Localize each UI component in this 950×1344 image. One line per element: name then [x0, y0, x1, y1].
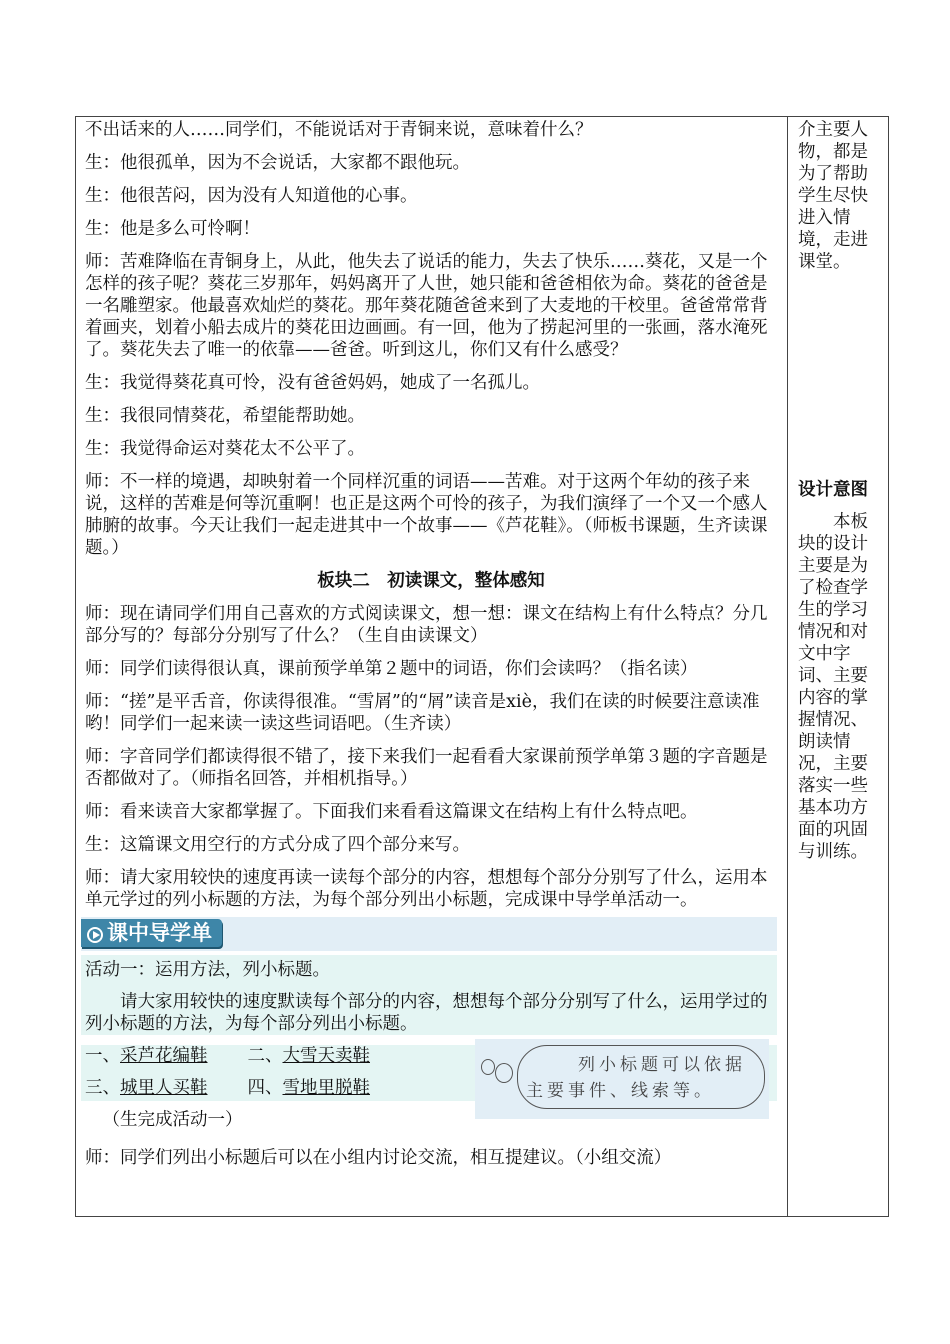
item-number: 一、 [85, 1046, 120, 1066]
item-text: 采芦花编鞋 [120, 1046, 208, 1066]
activity-instruction: 请大家用较快的速度默读每个部分的内容，想想每个部分分别写了什么，运用学过的列小标题的方法，为每个部分列出小标题。 [85, 992, 768, 1034]
banner-title: 课中导学单 [107, 920, 212, 945]
item-text: 城里人买鞋 [120, 1078, 208, 1098]
item-number: 二、 [247, 1046, 283, 1066]
paragraph: 师：现在请同学们用自己喜欢的方式阅读课文，想一想：课文在结构上有什么特点？分几部分写的？每部分分别写了什么？（生自由读课文） [85, 604, 768, 646]
paragraph: 不出话来的人……同学们，不能说话对于青铜来说，意味着什么？ [85, 120, 593, 140]
lesson-content [85, 119, 777, 1180]
tip-line: 主要事件、线索等。 [526, 1081, 715, 1101]
paragraph: 师：“搓”是平舌音，你读得很准。“雪屑”的“屑”读音是xiè，我们在读的时候要注意读准哟！同学们一起来读一读这些词语吧。（生齐读） [85, 692, 760, 734]
play-icon [87, 927, 103, 943]
subtitle-item [248, 1045, 371, 1067]
paragraph: 师：不一样的境遇，却映射着一个同样沉重的词语——苦难。对于这两个年幼的孩子来说，这样的苦难是何等沉重啊！也正是这两个可怜的孩子，为我们演绎了一个又一个感人肺腑的故事。今天让我们一起走进其中一个故事——《芦花鞋》。（师板书课题，生齐读课题。） [85, 472, 768, 558]
design-heading: 设计意图 [798, 480, 868, 500]
item-number: 三、 [85, 1078, 120, 1098]
activity-box [81, 955, 777, 1035]
section-heading: 板块二 初读课文，整体感知 [317, 571, 545, 591]
paragraph: 生：我觉得葵花真可怜，没有爸爸妈妈，她成了一名孤儿。 [85, 373, 540, 393]
paragraph: 师：同学们列出小标题后可以在小组内讨论交流，相互提建议。（小组交流） [85, 1148, 672, 1168]
paragraph: 师：请大家用较快的速度再读一读每个部分的内容，想想每个部分分别写了什么，运用本单元学过的列小标题的方法，为每个部分列出小标题，完成课中导学单活动一。 [85, 868, 768, 910]
item-text: 大雪天卖鞋 [282, 1046, 370, 1066]
design-text: 本板块的设计主要是为了检查学生的学习情况和对文中字词、主要内容的掌握情况、朗读情况，主要落实一些基本功方面的巩固与训练。 [798, 512, 868, 862]
subtitle-item [85, 1045, 208, 1067]
banner-tab [81, 919, 222, 947]
paragraph: 师：苦难降临在青铜身上，从此，他失去了说话的能力，失去了快乐……葵花，又是一个怎样的孩子呢？葵花三岁那年，妈妈离开了人世，她只能和爸爸相依为命。葵花的爸爸是一名雕塑家。他最喜欢灿烂的葵花。那年葵花随爸爸来到了大麦地的干校里。爸爸常常背着画夹，划着小船去成片的葵花田边画画。有一回，他为了捞起河里的一张画，落水淹死了。葵花失去了唯一的依靠——爸爸。听到这儿，你们又有什么感受？ [85, 252, 768, 360]
paragraph: 师：字音同学们都读得很不错了，接下来我们一起看看大家课前预学单第３题的字音题是否都做对了。（师指名回答，并相机指导。） [85, 747, 768, 789]
paragraph: 师：看来读音大家都掌握了。下面我们来看看这篇课文在结构上有什么特点吧。 [85, 802, 698, 822]
thought-dot-icon [495, 1063, 513, 1083]
paragraph: 师：同学们读得很认真，课前预学单第２题中的词语，你们会读吗？（指名读） [85, 659, 698, 679]
paragraph: 生：他很苦闷，因为没有人知道他的心事。 [85, 186, 418, 206]
subtitle-item [85, 1077, 208, 1099]
notes-column [798, 119, 880, 863]
activity-title: 活动一：运用方法，列小标题。 [85, 960, 330, 980]
column-divider [787, 117, 788, 1216]
tip-line: 列小标题可以依据 [578, 1055, 746, 1075]
paragraph: 生：他很孤单，因为不会说话，大家都不跟他玩。 [85, 153, 470, 173]
note-text: 介主要人物，都是为了帮助学生尽快进入情境，走进课堂。 [798, 120, 868, 272]
item-number: 四、 [247, 1078, 283, 1098]
paragraph: 生：他是多么可怜啊！ [85, 219, 260, 239]
paragraph: （生完成活动一） [102, 1110, 243, 1130]
subtitle-row [85, 1077, 445, 1099]
lesson-table [75, 116, 889, 1217]
thought-dot-icon [481, 1059, 495, 1075]
paragraph: 生：这篇课文用空行的方式分成了四个部分来写。 [85, 835, 470, 855]
subtitle-area [85, 1045, 777, 1137]
paragraph: 生：我觉得命运对葵花太不公平了。 [85, 439, 365, 459]
subtitle-row [85, 1045, 445, 1067]
paragraph: 生：我很同情葵花，希望能帮助她。 [85, 406, 365, 426]
tip-bubble [475, 1039, 769, 1119]
worksheet-banner [81, 917, 777, 951]
item-text: 雪地里脱鞋 [282, 1078, 370, 1098]
subtitle-item [248, 1077, 371, 1099]
thought-cloud [517, 1045, 765, 1109]
